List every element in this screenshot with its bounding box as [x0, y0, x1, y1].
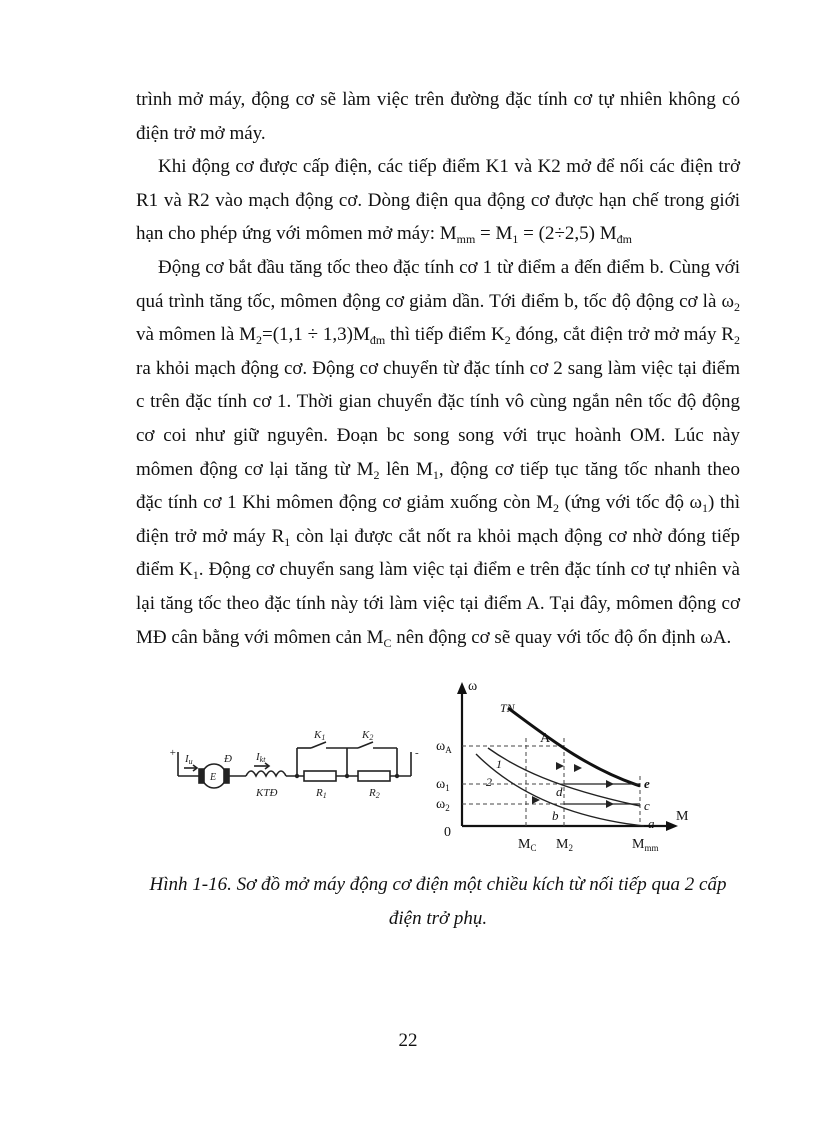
label-omega-2: $\omega_2$: [436, 797, 450, 813]
caption-line-1: Hình 1-16. Sơ đồ mở máy động cơ điện một chiều kích từ nối tiếp qua 2 cấp: [149, 874, 727, 895]
label-r2: R2: [369, 787, 380, 800]
label-origin: 0: [444, 825, 451, 840]
label-omega-a: $\omega_A$: [436, 739, 452, 755]
label-m-axis: M: [676, 809, 689, 824]
contact-k1: [311, 742, 326, 748]
circuit-minus: -: [415, 747, 419, 759]
paragraph-3: Động cơ bắt đầu tăng tốc theo đặc tính cơ 1 từ điểm a đến điểm b. Cùng với quá trình tăng tốc, mômen động cơ giảm dần. Tới điểm b, tốc độ động cơ là $\omega_2$ và mômen là $M_2=(1,1 \div 1,3)M_{đm}$ thì tiếp điểm $K_2$ đóng, cắt điện trở mở máy $R_2$ ra khỏi mạch động cơ. Động cơ chuyển từ đặc tính cơ 2 sang làm việc tại điểm c trên đặc tính cơ 1. Thời gian chuyển đặc tính vô cùng ngắn nên tốc độ động cơ coi như giữ nguyên. Đoạn bc song song với trục hoành OM. Lúc này mômen động cơ lại tăng từ $M_2$ lên $M_1$, động cơ tiếp tục tăng tốc nhanh theo đặc tính cơ 1 Khi mômen động cơ giảm xuống còn $M_2$ (ứng với tốc độ $\omega_1$) thì điện trở mở máy $R_1$ còn lại được cắt nốt ra khỏi mạch động cơ nhờ đóng tiếp điểm $K_1$. Động cơ chuyển sang làm việc tại điểm e trên đặc tính cơ tự nhiên và lại tăng tốc theo đặc tính này tới làm việc tại điểm A. Tại đây, mômen động cơ MĐ cân bằng với mômen cản $M_C$ nên động cơ sẽ quay với tốc độ ổn định ωA.: [136, 256, 741, 650]
label-k2: K2: [362, 729, 374, 742]
label-iu: Iu: [185, 753, 193, 766]
label-motor-d: Đ: [224, 753, 232, 765]
figure-1-16: [136, 676, 740, 866]
label-point-a: a: [648, 816, 655, 831]
paragraph-1: trình mở máy, động cơ sẽ làm việc trên đường đặc tính cơ tự nhiên không có điện trở mở máy.: [136, 89, 740, 144]
field-winding: [246, 771, 286, 776]
resistor-r1: [304, 771, 336, 781]
paragraph-2: Khi động cơ được cấp điện, các tiếp điểm K1 và K2 mở để nối các điện trở R1 và R2 vào mạch động cơ. Dòng điện qua động cơ được hạn chế trong giới hạn cho phép ứng với mômen mở máy: $M_{mm} = M_1 = (2\div 2,5)$ $M_{đm}$: [136, 156, 740, 247]
label-point-d: d: [556, 784, 563, 799]
page-number: 22: [398, 1030, 418, 1051]
label-mc: $M_C$: [518, 837, 537, 853]
label-point-a-upper: A: [540, 731, 551, 746]
label-curve-1: 1: [496, 757, 502, 771]
contact-k2: [358, 742, 373, 748]
label-ikt: Ikt: [256, 751, 266, 764]
label-k1: K1: [314, 729, 326, 742]
label-omega-axis: ω: [468, 679, 478, 694]
label-mmm: $M_{mm}$: [632, 837, 659, 853]
body-text: [136, 83, 740, 654]
circuit-plus: +: [169, 747, 177, 759]
label-point-b: b: [552, 808, 559, 823]
speed-torque-graph: [436, 679, 689, 853]
label-motor-e: E: [210, 772, 217, 783]
curve-tn: [508, 708, 640, 786]
label-point-e: e: [644, 776, 650, 791]
label-curve-2: 2: [486, 775, 492, 789]
label-point-c: c: [644, 798, 650, 813]
resistor-r2: [358, 771, 390, 781]
label-omega-1: $\omega_1$: [436, 777, 450, 793]
label-m2: $M_2$: [556, 837, 573, 853]
label-tn: TN: [500, 701, 515, 715]
caption-line-2: điện trở phụ.: [388, 908, 488, 929]
figure-caption: [136, 868, 740, 936]
label-ktd: KTĐ: [256, 787, 278, 799]
label-r1: R1: [316, 787, 327, 800]
